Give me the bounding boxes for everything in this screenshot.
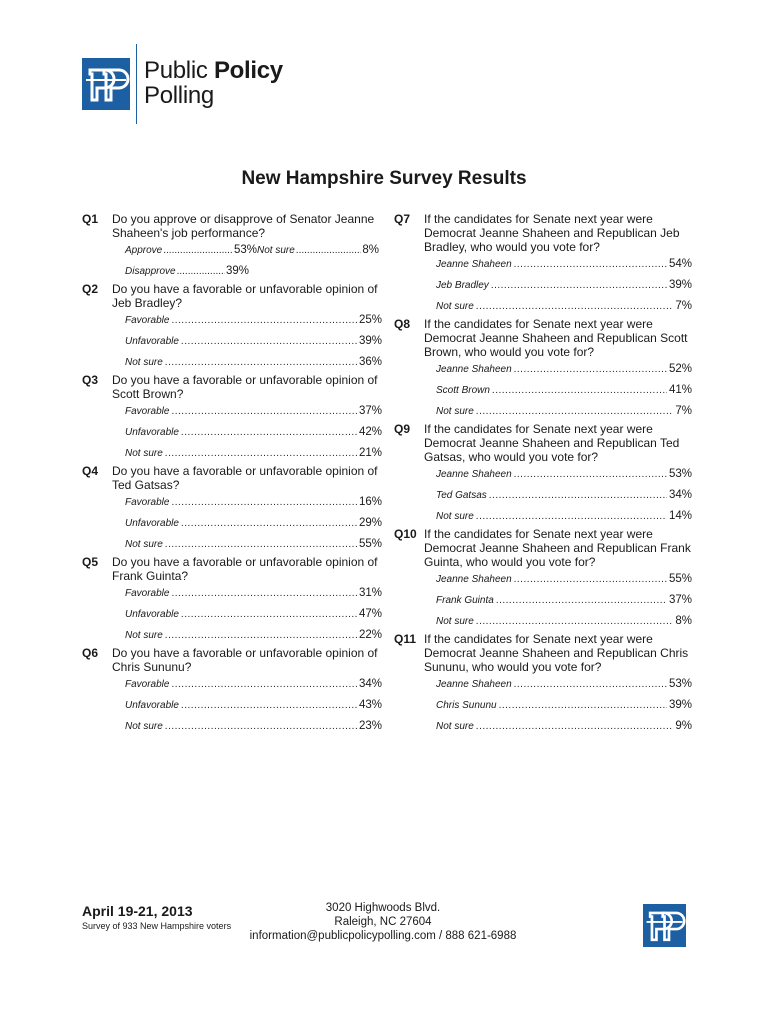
- question-q10: [394, 527, 692, 632]
- question-q11: [394, 632, 692, 737]
- survey-date: April 19-21, 2013: [82, 903, 193, 919]
- answer-row: [436, 359, 692, 380]
- question-q2: [82, 282, 382, 373]
- answer-label: Jeanne Shaheen: [436, 259, 512, 270]
- answer-disapprove: Disapprove ..... 39%: [125, 261, 249, 282]
- question-number: Q11: [394, 632, 417, 646]
- answer-row: [125, 513, 382, 534]
- brand-name: Public Policy Polling: [144, 57, 283, 109]
- question-number: Q7: [394, 212, 411, 226]
- question-number: Q9: [394, 422, 411, 436]
- answer-value: 53%: [668, 468, 692, 480]
- answer-label: Unfavorable: [125, 336, 179, 347]
- contact-line: information@publicpolicypolling.com / 888 621-6988: [249, 930, 517, 942]
- answer-row: [436, 254, 692, 275]
- answer-row: [125, 716, 382, 737]
- answer-label: Not sure: [125, 630, 163, 641]
- question-text: If the candidates for Senate next year were Democrat Jeanne Shaheen and Republican Jeb Bradley, who would you vote for?: [424, 212, 680, 254]
- answer-label: Favorable: [125, 315, 170, 326]
- answer-label: Not sure: [436, 301, 474, 312]
- answer-value: 8%: [675, 615, 692, 627]
- logo-divider: [136, 44, 137, 124]
- answer-label: Not sure: [125, 357, 163, 368]
- answer-not-sure: Not sure ..... 8%: [257, 240, 379, 261]
- question-text: If the candidates for Senate next year were Democrat Jeanne Shaheen and Republican Ted Gatsas, who would you vote for?: [424, 422, 680, 464]
- answer-value: 55%: [358, 538, 382, 550]
- answer-value: 37%: [668, 594, 692, 606]
- answer-value: 29%: [358, 517, 382, 529]
- ppp-logo-icon: [82, 58, 130, 110]
- answer-value: 25%: [358, 314, 382, 326]
- answer-value: 16%: [358, 496, 382, 508]
- answer-label: Unfavorable: [125, 700, 179, 711]
- answer-row: [436, 401, 692, 422]
- question-q8: [394, 317, 692, 422]
- answer-label: Ted Gatsas: [436, 490, 487, 501]
- question-text: Do you have a favorable or unfavorable opinion of Ted Gatsas?: [112, 464, 378, 492]
- answer-label: Not sure: [436, 721, 474, 732]
- answer-value: 47%: [358, 608, 382, 620]
- answer-label: Frank Guinta: [436, 595, 494, 606]
- answer-value: 14%: [668, 510, 692, 522]
- answer-row: [125, 401, 382, 422]
- answer-value: 23%: [358, 720, 382, 732]
- left-column: [82, 212, 382, 737]
- answer-value: 43%: [358, 699, 382, 711]
- answer-label: Not sure: [125, 448, 163, 459]
- question-text: If the candidates for Senate next year were Democrat Jeanne Shaheen and Republican Scott Brown, who would you vote for?: [424, 317, 688, 359]
- answer-row: [125, 534, 382, 555]
- answer-value: 54%: [668, 258, 692, 270]
- question-number: Q5: [82, 555, 99, 569]
- answer-row: [436, 695, 692, 716]
- answer-row: [436, 464, 692, 485]
- answer-label: Not sure: [436, 511, 474, 522]
- answer-row: [125, 604, 382, 625]
- question-text: If the candidates for Senate next year were Democrat Jeanne Shaheen and Republican Chris Sununu, who would you vote for?: [424, 632, 689, 674]
- question-q3: [82, 373, 382, 464]
- right-question-list: [394, 212, 692, 737]
- answer-row: [125, 583, 382, 604]
- answer-label: Not sure: [125, 539, 163, 550]
- answer-value: 53%: [668, 678, 692, 690]
- answer-row: [436, 275, 692, 296]
- question-text: Do you approve or disapprove of Senator Jeanne Shaheen's job performance?: [112, 212, 375, 240]
- ppp-logo: [82, 44, 283, 124]
- question-text: If the candidates for Senate next year were Democrat Jeanne Shaheen and Republican Frank Guinta, who would you vote for?: [424, 527, 691, 569]
- question-text: Do you have a favorable or unfavorable opinion of Chris Sununu?: [112, 646, 378, 674]
- answer-value: 39%: [668, 279, 692, 291]
- answer-label: Unfavorable: [125, 609, 179, 620]
- question-text: Do you have a favorable or unfavorable opinion of Scott Brown?: [112, 373, 378, 401]
- answer-value: 37%: [358, 405, 382, 417]
- question-number: Q6: [82, 646, 99, 660]
- answer-row: [125, 674, 382, 695]
- answer-row: [125, 261, 382, 282]
- answer-row: [436, 674, 692, 695]
- address-line-1: 3020 Highwoods Blvd.: [325, 902, 441, 914]
- right-column: [394, 212, 692, 737]
- question-number: Q4: [82, 464, 99, 478]
- answer-label: Jeb Bradley: [436, 280, 489, 291]
- answer-label: Favorable: [125, 497, 170, 508]
- answer-label: Jeanne Shaheen: [436, 364, 512, 375]
- page-title: New Hampshire Survey Results: [241, 168, 527, 189]
- answer-row: [125, 310, 382, 331]
- answer-label: Unfavorable: [125, 427, 179, 438]
- question-q4: [82, 464, 382, 555]
- address-line-2: Raleigh, NC 27604: [334, 916, 432, 928]
- answer-value: 39%: [668, 699, 692, 711]
- answer-row: [436, 569, 692, 590]
- answer-value: 21%: [358, 447, 382, 459]
- answer-value: 34%: [358, 678, 382, 690]
- answer-value: 36%: [358, 356, 382, 368]
- contact-block: [238, 901, 528, 943]
- question-q6: [82, 646, 382, 737]
- question-number: Q2: [82, 282, 99, 296]
- question-number: Q1: [82, 212, 99, 226]
- answer-label: Jeanne Shaheen: [436, 574, 512, 585]
- answer-row: [125, 443, 382, 464]
- answer-row: [436, 380, 692, 401]
- answer-approve: Approve ..... 53%: [125, 240, 257, 261]
- question-number: Q3: [82, 373, 99, 387]
- answer-value: 41%: [668, 384, 692, 396]
- answer-label: Favorable: [125, 588, 170, 599]
- answer-label: Jeanne Shaheen: [436, 679, 512, 690]
- answer-label: Not sure: [436, 406, 474, 417]
- question-number: Q8: [394, 317, 411, 331]
- answer-value: 52%: [668, 363, 692, 375]
- answer-label: Favorable: [125, 406, 170, 417]
- question-q9: [394, 422, 692, 527]
- answer-value: 39%: [358, 335, 382, 347]
- answer-value: 31%: [358, 587, 382, 599]
- answer-row: [125, 695, 382, 716]
- answer-label: Jeanne Shaheen: [436, 469, 512, 480]
- left-question-list: [82, 282, 382, 737]
- question-text: Do you have a favorable or unfavorable opinion of Frank Guinta?: [112, 555, 378, 583]
- answer-row: [436, 296, 692, 317]
- answer-row: [436, 716, 692, 737]
- ppp-footer-logo-icon: [643, 904, 686, 947]
- answer-label: Not sure: [436, 616, 474, 627]
- question-q5: [82, 555, 382, 646]
- answer-label: Unfavorable: [125, 518, 179, 529]
- answer-row: [125, 240, 382, 261]
- answer-row: [436, 611, 692, 632]
- answer-label: Scott Brown: [436, 385, 490, 396]
- question-q7: [394, 212, 692, 317]
- answer-value: 42%: [358, 426, 382, 438]
- answer-row: [125, 422, 382, 443]
- answer-row: [436, 590, 692, 611]
- survey-sample: Survey of 933 New Hampshire voters: [82, 921, 232, 931]
- question-text: Do you have a favorable or unfavorable opinion of Jeb Bradley?: [112, 282, 378, 310]
- answer-value: 22%: [358, 629, 382, 641]
- answer-value: 34%: [668, 489, 692, 501]
- answer-row: [436, 485, 692, 506]
- answer-label: Not sure: [125, 721, 163, 732]
- answer-value: 7%: [675, 300, 692, 312]
- answer-row: [436, 506, 692, 527]
- answer-row: [125, 625, 382, 646]
- answer-label: Chris Sununu: [436, 700, 497, 711]
- answer-label: Favorable: [125, 679, 170, 690]
- question-number: Q10: [394, 527, 417, 541]
- answer-row: [125, 331, 382, 352]
- answer-value: 7%: [675, 405, 692, 417]
- question-q1: [82, 212, 382, 282]
- answer-value: 55%: [668, 573, 692, 585]
- answer-row: [125, 352, 382, 373]
- answer-value: 9%: [675, 720, 692, 732]
- answer-row: [125, 492, 382, 513]
